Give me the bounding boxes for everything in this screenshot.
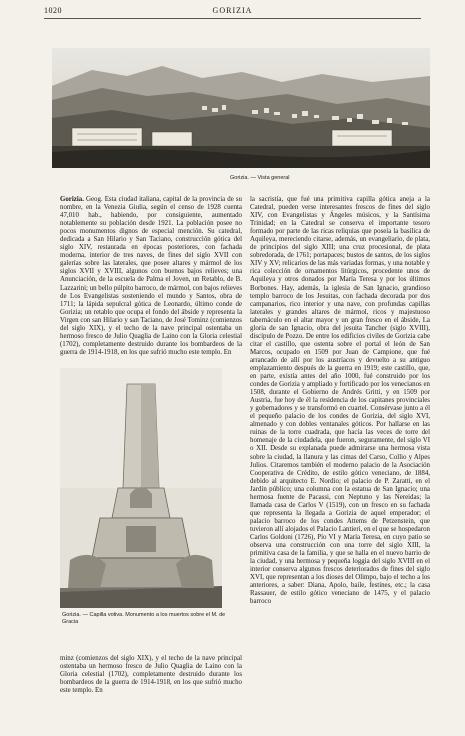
- article-column-right: [250, 196, 430, 606]
- page-number: 1020: [44, 6, 62, 15]
- city-panorama-photo: [52, 48, 430, 168]
- article-text-left-bottom: minz (comienzos del siglo XIX), y el techo de la nave principal ostentaba un hermoso fresco de Julio Quaglia de Laino con la Gloria celestial (1702), completamente destruido durante los bombardeos de la guerra de 1914-1918, en los que sufrió mucho este templo. En: [60, 655, 242, 695]
- monument-caption: Gorizia. — Capilla votiva. Monumento a los muertos sobre el M. de Gracia: [62, 612, 226, 625]
- article-paragraph: [60, 196, 242, 357]
- page-header: [44, 6, 421, 18]
- monument-illustration: [60, 368, 222, 608]
- headword: Gorizia.: [60, 196, 84, 203]
- header-rule: [44, 18, 421, 19]
- panorama-illustration: [52, 48, 430, 168]
- running-head: GORIZIA: [212, 6, 253, 15]
- monument-photo: [60, 368, 222, 608]
- article-text-right: la sacristía, que fué una primitiva capilla gótica aneja a la Catedral, pueden verse interesantes frescos de fines del siglo XIV, con Evangelistas y Ángeles músicos, y la Santísima Trinidad; en la Catedral se conserva el importante tesoro formado por parte de las ricas reliquias que poseía la basílica de Aquileya, mereciendo citarse, además, un evangeliario, de plata, de principios del siglo XIII; una cruz procesional, de plata sobredorada, de 1761; portapaces; bustos de santos, de los siglos XIV y XV; relicarios de las más variadas formas, y una notable y rica colección de ornamentos litúrgicos, procedente unos de Aquileya y otros donados por María Teresa y por los últimos Borbones. Hay, además, la iglesia de San Ignacio, grandioso templo barroco de los Jesuitas, con fachada decorada por dos campanarios, rico interior y una nave, con profundas capillas laterales y grandes altares de mármol, ricos y majestuoso tabernáculo en el altar mayor y un gran fresco en el ábside, La gloria de san Ignacio, obra del jesuita Tancher (siglo XVIII), discípulo de Pozzo. De entre los edificios civiles de Gorizia cabe citar el castillo, que ostenta sobre el portal el león de San Marcos, ocupado en 1509 por Juan de Campione, que fué arrancado de allí por los austríacos y devuelto a su antiguo emplazamiento después de la guerra en 1919; este castillo, que, en parte, existía antes del año 1000, fué construido por los condes de Gorizia y ampliado y fortificado por los venecianos en 1508, durante el Gobierno de Andrés Gritti, y en 1509 por Austria, fue hoy de él la residencia de los capitanes provinciales y gobernadores y se transformó en cuartel. Consérvase junto a él el pequeño palacio de los condes de Gorizia, del siglo XVI, almenado y con dobles ventanales góticos. Por hallarse en las ruinas de la torre cuadrada, que hacía las veces de torre del homenaje de la ciudadela, que fueron, seguramente, del siglo VI o XII. Desde su explanada puede admirarse una hermosa vista sobre la ciudad, la llanura y las cimas del Carso, Collio y Alpes Julios. Citaremos también el moderno palacio de la Asociación Cooperativa de Crédito, de estilo gótico veneciano, de 1884, debido al arquitecto E. Nordio; el palacio de P. Zaratti, en el Jardín público; una columna con la estatua de San Ignacio; una hermosa fuente de Pacassi, con Neptuno y las Nereidas; la llamada casa de Carlos V (1519), con un fresco en su fachada que representa la llegada a Gorizia de aquel emperador; el palacio barroco de los condes Attems de Petzenstein, que tuvieron allí alojados el Palacio Lantieri, en el que se hospedaron Carlos Goldoni (1726), Pío VI y María Teresa, en cuyo patio se observa una construcción con una torre del siglo XIII, la primitiva casa de la familia, y que se halla en el nuevo barrio de la ciudad, y una hermosa y pequeña loggia del siglo XVIII en el interior conserva algunos frescos deteriorados de fines del siglo XVI, que representan a los dioses del Olimpo, bajo el techo a los anteriores, a saber: Diana, Apolo, baile, festines, etc.; la casa Rassauer, de estilo gótico veneciano de 1475, y el palacio barroco: [250, 196, 430, 606]
- article-text-left: Geog. Esta ciudad italiana, capital de la provincia de su nombre, en la Venezia Giulia, según el censo de 1928 cuenta 47,010 hab., habiendo, por consiguiente, aumentado notablemente su población desde 1921. La población posee no pocos monumentos dignos de especial mención. Su catedral, dedicada a San Hilario y San Taciano, construcción gótica del siglo XIV, restaurada en épocas posteriores, con fachada moderna, interior de tres naves, de fines del siglo XVII con galerías sobre las laterales, que posee altares y mármol de los siglos XVII y XVIII, algunos con buenos bajos relieves; una Anunciación, de la escuela de Palma el Joven, un Retablo, de B. Lazzarini; un bello púlpito barroco, de mármol, con bajos relieves de Los Evangelistas sosteniendo el mundo y Santos, obra de 1711; la lápida sepulcral gótica de Leonardo, último conde de Gorizia; un retablo que ocupa el fondo del ábside y representa la Virgen con san Hilario y san Taciano, de José Tominz (comienzos del siglo XIX), y el techo de la nave principal ostentaba un hermoso fresco de Julio Quaglia de Laino con la Gloria celestial (1702), completamente destruido durante los bombardeos de la guerra de 1914-1918, en los que sufrió mucho este templo. En: [60, 196, 242, 356]
- article-column-left-continued: [60, 655, 242, 695]
- panorama-caption: Gorizia. — Vista general: [230, 175, 290, 181]
- article-column-left: [60, 196, 242, 357]
